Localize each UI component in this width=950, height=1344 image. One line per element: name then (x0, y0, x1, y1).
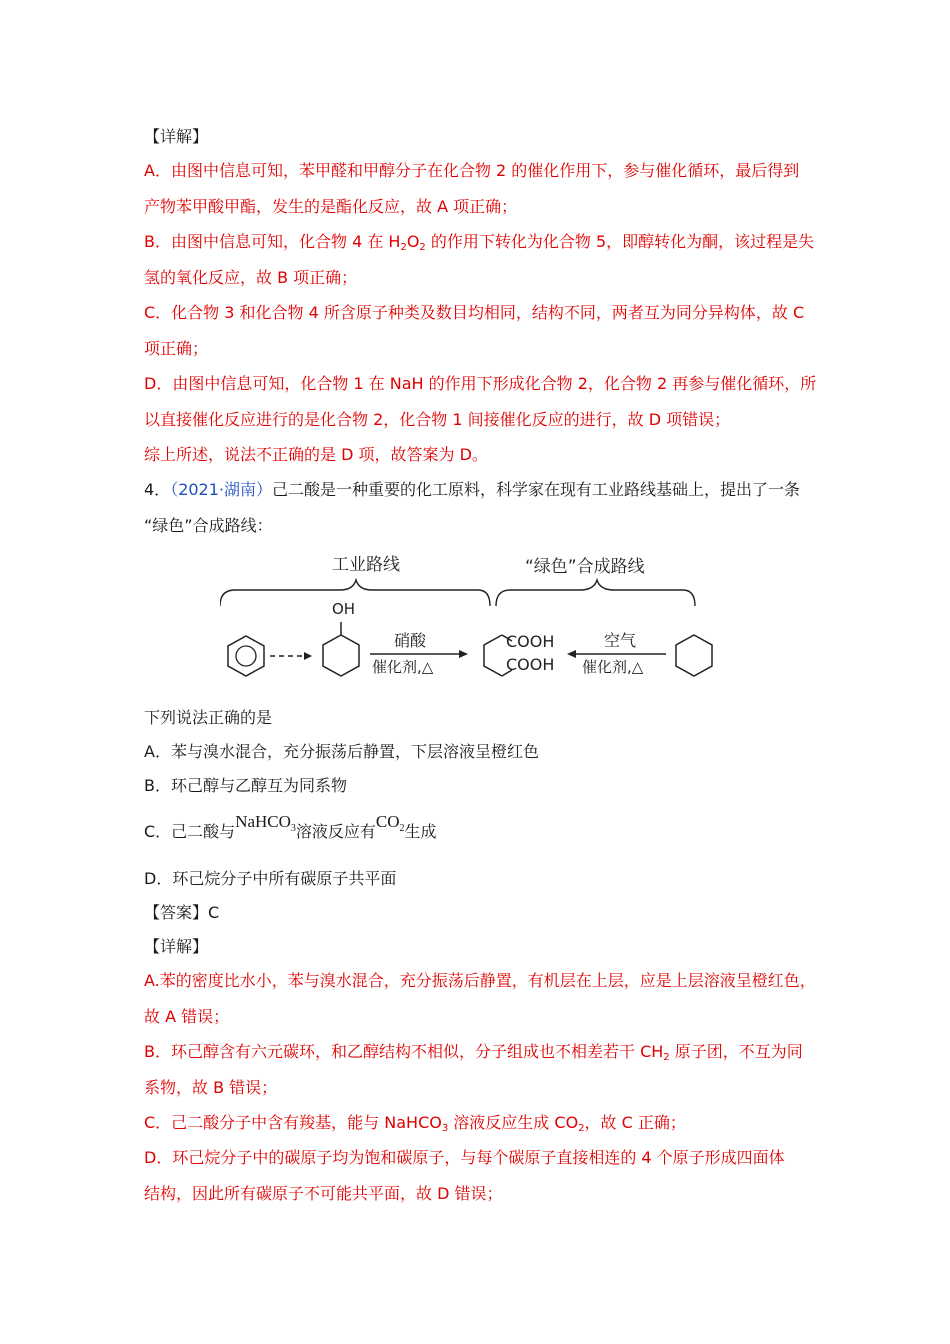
explanation-c-line2: 项正确； (144, 339, 209, 358)
air-oxidation-arrow (567, 631, 666, 676)
explanation-a-line2: 产物苯甲酸甲酯，发生的是酯化反应，故 A 项正确； (144, 197, 518, 216)
cooh-bottom-label: COOH (506, 655, 555, 674)
explanation-d-line2: 以直接催化反应进行的是化合物 2，化合物 1 间接催化反应的进行，故 D 项错误； (144, 410, 731, 429)
formula-co2: CO (375, 812, 400, 831)
reagent-air: 空气 (604, 631, 637, 650)
detail-heading-1: 【详解】 (144, 127, 209, 146)
nitric-acid-arrow (370, 631, 468, 676)
industrial-route-label: 工业路线 (332, 555, 400, 575)
reagent-catalyst-right: 催化剂,△ (582, 658, 644, 676)
adipic-acid-structure (484, 632, 554, 676)
synthesis-scheme (220, 548, 720, 678)
reagent-nitric-acid: 硝酸 (394, 631, 427, 650)
explanation4-d-line2: 结构，因此所有碳原子不可能共平面，故 D 错误； (144, 1184, 503, 1203)
formula-nahco3: NaHCO (235, 812, 291, 831)
reagent-catalyst-left: 催化剂,△ (372, 658, 434, 676)
question-4-stem-line2: “绿色”合成路线： (144, 516, 273, 535)
question-source: （2021·湖南） (170, 480, 272, 499)
explanation-c-line1: C．化合物 3 和化合物 4 所含原子种类及数目均相同，结构不同，两者互为同分异构体，故 C (144, 303, 805, 322)
detail-heading-2: 【详解】 (144, 937, 209, 956)
option-c: C．己二酸与NaHCO$^3$溶液反应有$CO^2$生成 (144, 812, 437, 841)
explanation4-d-line1: D．环己烷分子中的碳原子均为饱和碳原子，与每个碳原子直接相连的 4 个原子形成四面体 (144, 1148, 785, 1167)
summary: 综上所述，说法不正确的是 D 项，故答案为 D。 (144, 445, 488, 464)
explanation4-a-line2: 故 A 错误； (144, 1007, 230, 1026)
explanation-b-line2: 氢的氧化反应，故 B 项正确； (144, 268, 358, 287)
explanation4-b-line1: B．环己醇含有六元碳环，和乙醇结构不相似，分子组成也不相差若干 $CH_2$ 原子团，不互为同 (144, 1042, 803, 1063)
cooh-top-label: COOH (506, 632, 555, 651)
option-b: B．环己醇与乙醇互为同系物 (144, 776, 347, 795)
question-4-stem-line1: 4．（2021·湖南）己二酸是一种重要的化工原料，科学家在现有工业路线基础上，提出了一条 (144, 480, 801, 499)
explanation4-c: C．己二酸分子中含有羧基，能与 NaHCO$_3$ 溶液反应生成 $CO_2$，故 C 正确； (144, 1113, 686, 1134)
answer: 【答案】C (144, 903, 220, 922)
explanation4-a-line1: A.苯的密度比水小，苯与溴水混合，充分振荡后静置，有机层在上层，应是上层溶液呈橙红色， (144, 971, 816, 990)
dashed-arrow (270, 652, 312, 660)
question-prompt: 下列说法正确的是 (144, 708, 273, 727)
explanation-d-line1: D．由图中信息可知，化合物 1 在 NaH 的作用下形成化合物 2，化合物 2 再参与催化循环，所 (144, 374, 817, 393)
oh-label: OH (332, 600, 356, 618)
cyclohexanol-structure (323, 600, 359, 676)
option-d: D．环己烷分子中所有碳原子共平面 (144, 869, 397, 888)
benzene-structure (228, 636, 264, 676)
question-number: 4． (144, 480, 171, 499)
cyclohexane-structure (676, 635, 712, 676)
explanation-a-line1: A．由图中信息可知，苯甲醛和甲醇分子在化合物 2 的催化作用下，参与催化循环，最后得到 (144, 161, 800, 180)
green-route-label: “绿色”合成路线 (525, 557, 645, 577)
green-brace (496, 580, 695, 606)
explanation-b-line1: B．由图中信息可知，化合物 4 在 $H_2O_2$ 的作用下转化为化合物 5，即醇转化为酮，该过程是失 (144, 232, 815, 253)
explanation4-b-line2: 系物，故 B 错误； (144, 1078, 278, 1097)
option-a: A．苯与溴水混合，充分振荡后静置，下层溶液呈橙红色 (144, 742, 539, 761)
